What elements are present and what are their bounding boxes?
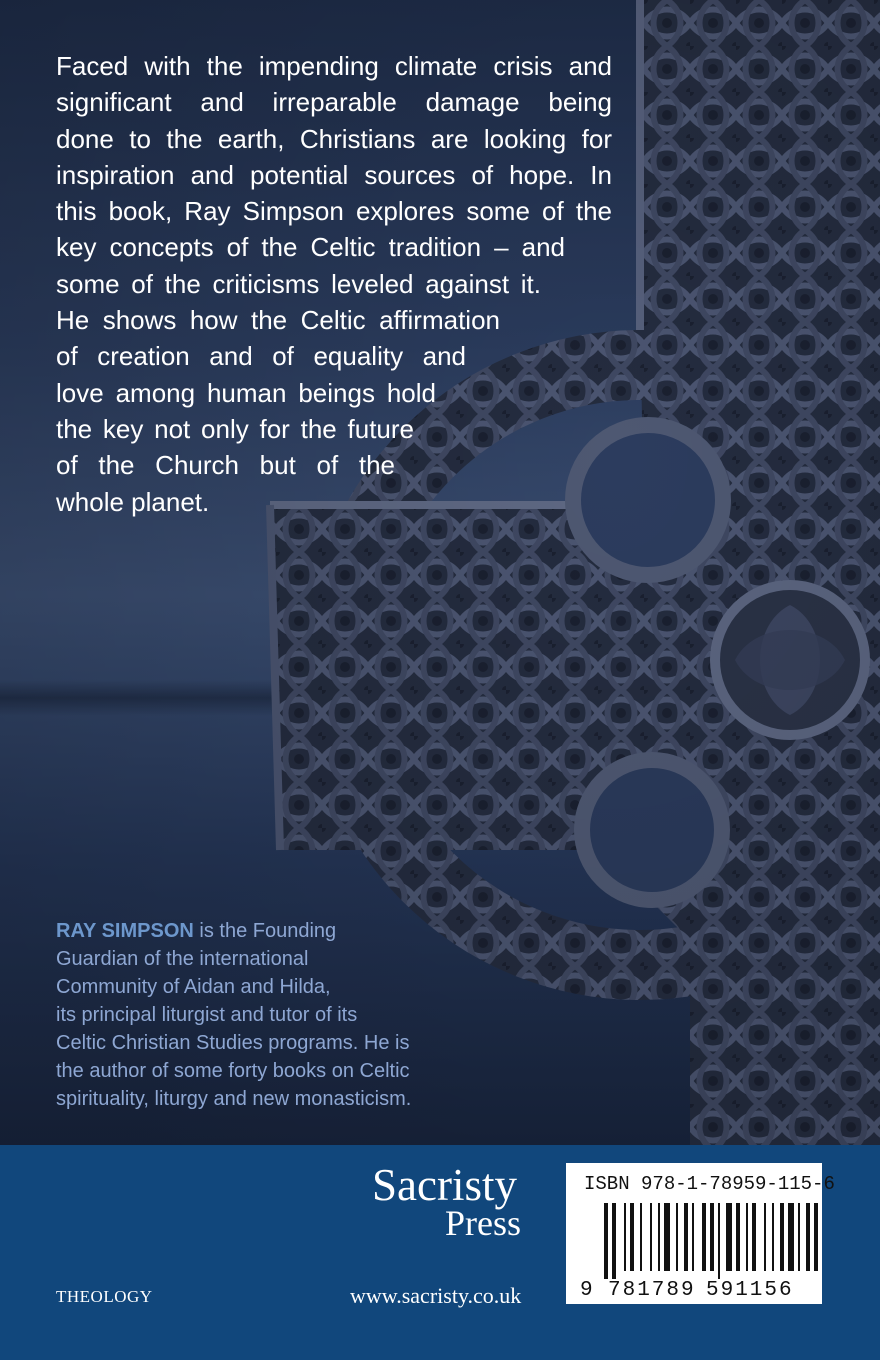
bio-line: Celtic Christian Studies programs. He is	[56, 1032, 410, 1054]
barcode-bar	[726, 1203, 732, 1271]
barcode-bar	[772, 1203, 774, 1271]
barcode-bars	[566, 1203, 822, 1304]
bio-line: Guardian of the international	[56, 948, 309, 970]
bio-line: its principal liturgist and tutor of its	[56, 1004, 358, 1026]
barcode-bar	[650, 1203, 652, 1271]
subject-category: THEOLOGY	[56, 1287, 153, 1306]
bio-line-rest: is the Founding	[193, 920, 337, 942]
barcode-bar	[752, 1203, 756, 1271]
barcode-digits-right: 591156	[706, 1279, 794, 1302]
blurb-line: Faced with the impending climate crisis and	[56, 51, 612, 81]
barcode-bar	[630, 1203, 634, 1271]
blurb-line: love among human beings hold	[56, 377, 436, 408]
publisher-logo-line1: Sacristy	[372, 1160, 517, 1210]
barcode-bar	[624, 1203, 626, 1271]
barcode-digit-first: 9	[580, 1279, 593, 1302]
barcode-bar	[692, 1203, 694, 1271]
barcode-block	[566, 1163, 835, 1304]
bio-line: the author of some forty books on Celtic	[56, 1060, 410, 1082]
barcode-bar	[612, 1203, 616, 1279]
barcode-bar	[676, 1203, 678, 1271]
barcode-bar	[664, 1203, 670, 1271]
blurb-text	[56, 48, 612, 520]
barcode-bar	[658, 1203, 660, 1271]
blurb-line: inspiration and potential sources of hope. In	[56, 159, 612, 190]
blurb-line: of the Church but of the	[56, 450, 395, 481]
barcode-bar	[798, 1203, 800, 1271]
author-bio	[56, 917, 411, 1113]
bio-line: spirituality, liturgy and new monasticism.	[56, 1088, 412, 1110]
publisher-website: www.sacristy.co.uk	[350, 1283, 522, 1308]
barcode-bar	[604, 1203, 608, 1279]
barcode-bar	[764, 1203, 766, 1271]
author-name: RAY SIMPSON	[56, 920, 194, 942]
barcode-bar	[702, 1203, 706, 1271]
barcode-bar	[718, 1203, 720, 1279]
barcode-digits-left: 781789	[608, 1279, 696, 1302]
barcode-bar	[780, 1203, 784, 1271]
barcode-bar	[684, 1203, 688, 1271]
blurb-line: this book, Ray Simpson explores some of the	[56, 196, 612, 227]
barcode-bar	[814, 1203, 818, 1271]
isbn-label: ISBN 978-1-78959-115-6	[584, 1173, 835, 1195]
blurb-line: key concepts of the Celtic tradition – and	[56, 232, 565, 263]
blurb-line: the key not only for the future	[56, 413, 414, 444]
blurb-line: significant and irreparable damage being	[56, 87, 612, 118]
blurb-line: done to the earth, Christians are looking for	[56, 123, 612, 154]
barcode-bar	[736, 1203, 740, 1271]
blurb-line: whole planet.	[56, 486, 210, 517]
barcode-bar	[788, 1203, 794, 1271]
bio-line	[56, 917, 411, 945]
blurb-line: He shows how the Celtic affirmation	[56, 305, 500, 336]
blurb-line: some of the criticisms leveled against it.	[56, 268, 541, 299]
blurb-line: of creation and of equality and	[56, 341, 466, 372]
barcode-bar	[746, 1203, 748, 1271]
barcode-bar	[640, 1203, 642, 1271]
barcode-bar	[806, 1203, 810, 1271]
publisher-logo-line2: Press	[445, 1203, 522, 1243]
bio-line: Community of Aidan and Hilda,	[56, 976, 331, 998]
barcode-bar	[710, 1203, 714, 1271]
